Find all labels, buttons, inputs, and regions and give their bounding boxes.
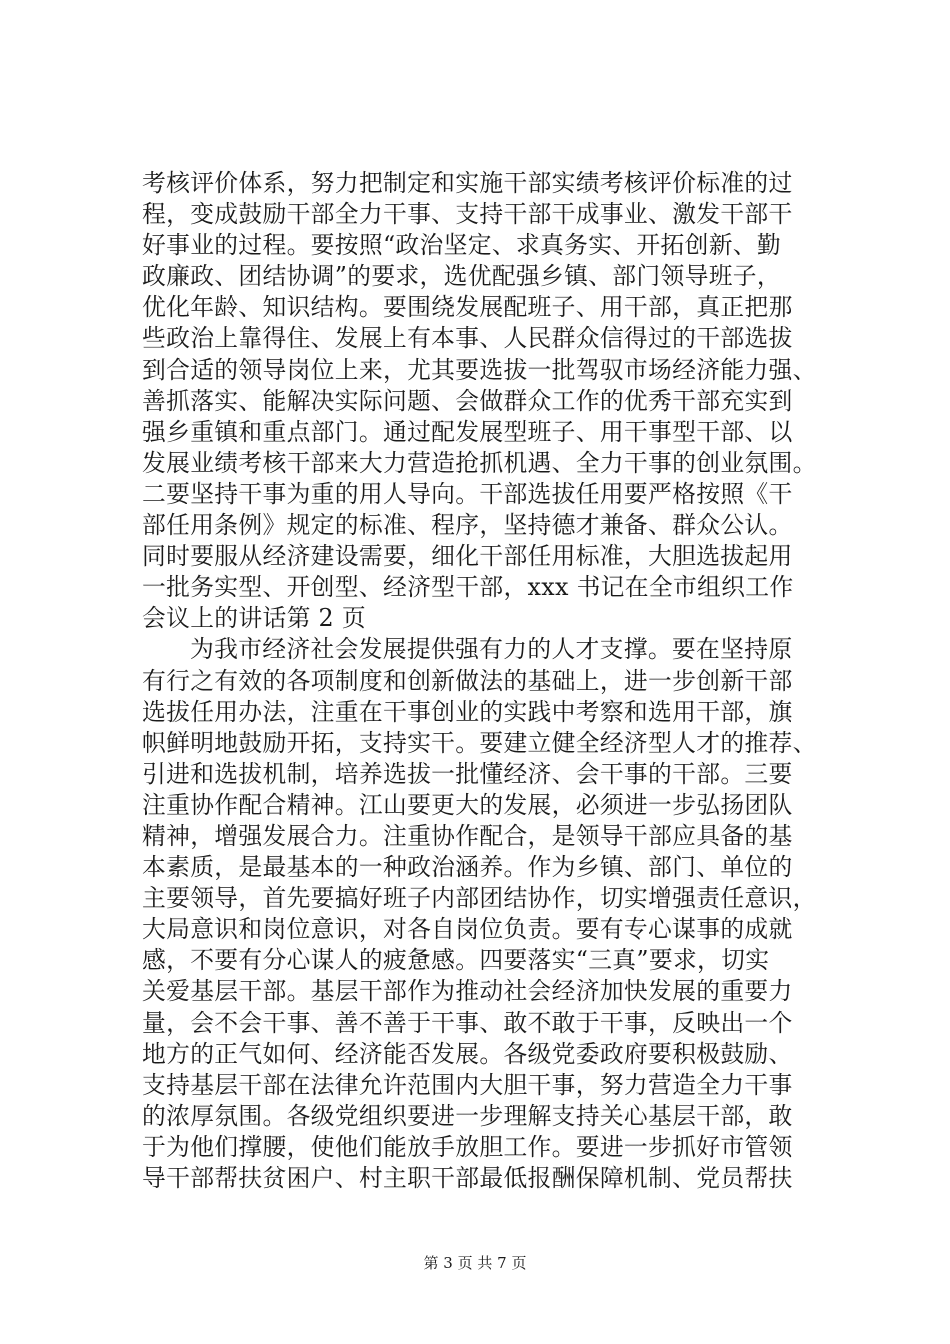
text-line: 好事业的过程。要按照“政治坚定、求真务实、开拓创新、勤: [142, 231, 781, 260]
text-line: 帜鲜明地鼓励开拓，支持实干。要建立健全经济型人才的推荐、: [142, 728, 817, 757]
text-line: 地方的正气如何、经济能否发展。各级党委政府要积极鼓励、: [142, 1039, 793, 1068]
text-line: 的浓厚氛围。各级党组织要进一步理解支持关心基层干部，敢: [142, 1101, 793, 1130]
text-line: 注重协作配合精神。江山要更大的发展，必须进一步弘扬团队: [142, 790, 793, 819]
text-line: 感，不要有分心谋人的疲惫感。四要落实“三真”要求，切实: [142, 946, 770, 975]
text-line: 一批务实型、开创型、经济型干部，xxx 书记在全市组织工作: [142, 573, 794, 602]
text-line: 优化年龄、知识结构。要围绕发展配班子、用干部，真正把那: [142, 293, 793, 322]
text-line: 程，变成鼓励干部全力干事、支持干部干成事业、激发干部干: [142, 200, 793, 229]
text-line: 支持基层干部在法律允许范围内大胆干事，努力营造全力干事: [142, 1070, 793, 1099]
text-line: 同时要服从经济建设需要，细化干部任用标准，大胆选拔起用: [142, 542, 793, 571]
text-line: 考核评价体系，努力把制定和实施干部实绩考核评价标准的过: [142, 169, 793, 197]
body-text: [142, 168, 842, 1194]
page-footer: 第 3 页 共 7 页: [423, 1254, 527, 1272]
text-line: 关爱基层干部。基层干部作为推动社会经济加快发展的重要力: [142, 977, 793, 1006]
text-line: 些政治上靠得住、发展上有本事、人民群众信得过的干部选拔: [142, 324, 793, 353]
text-line: 精神，增强发展合力。注重协作配合，是领导干部应具备的基: [142, 821, 793, 850]
text-line: 主要领导，首先要搞好班子内部团结协作，切实增强责任意识，: [142, 884, 817, 913]
text-line: 二要坚持干事为重的用人导向。干部选拔任用要严格按照《干: [142, 479, 793, 508]
text-line: 发展业绩考核干部来大力营造抢抓机遇、全力干事的创业氛围。: [142, 448, 817, 477]
text-line: 于为他们撑腰，使他们能放手放胆工作。要进一步抓好市管领: [142, 1132, 793, 1161]
text-line: 强乡重镇和重点部门。通过配发展型班子、用干事型干部、以: [142, 417, 793, 446]
paragraph-start-line: 为我市经济社会发展提供强有力的人才支撑。要在坚持原: [190, 635, 793, 664]
text-line: 本素质，是最基本的一种政治涵养。作为乡镇、部门、单位的: [142, 853, 793, 882]
text-line: 大局意识和岗位意识，对各自岗位负责。要有专心谋事的成就: [142, 915, 793, 944]
text-line: 到合适的领导岗位上来，尤其要选拔一批驾驭市场经济能力强、: [142, 355, 817, 384]
text-line: 引进和选拔机制，培养选拔一批懂经济、会干事的干部。三要: [142, 759, 793, 788]
text-line: 有行之有效的各项制度和创新做法的基础上，进一步创新干部: [142, 666, 793, 695]
text-line: 选拔任用办法，注重在干事创业的实践中考察和选用干部，旗: [142, 697, 793, 726]
text-line: 政廉政、团结协调”的要求，选优配强乡镇、部门领导班子，: [142, 262, 781, 291]
text-line: 导干部帮扶贫困户、村主职干部最低报酬保障机制、党员帮扶: [142, 1164, 793, 1192]
text-line: 量，会不会干事、善不善于干事、敢不敢于干事，反映出一个: [142, 1008, 793, 1037]
text-line: 部任用条例》规定的标准、程序，坚持德才兼备、群众公认。: [142, 511, 793, 540]
text-line: 会议上的讲话第 2 页: [142, 604, 366, 633]
text-line: 善抓落实、能解决实际问题、会做群众工作的优秀干部充实到: [142, 386, 793, 415]
